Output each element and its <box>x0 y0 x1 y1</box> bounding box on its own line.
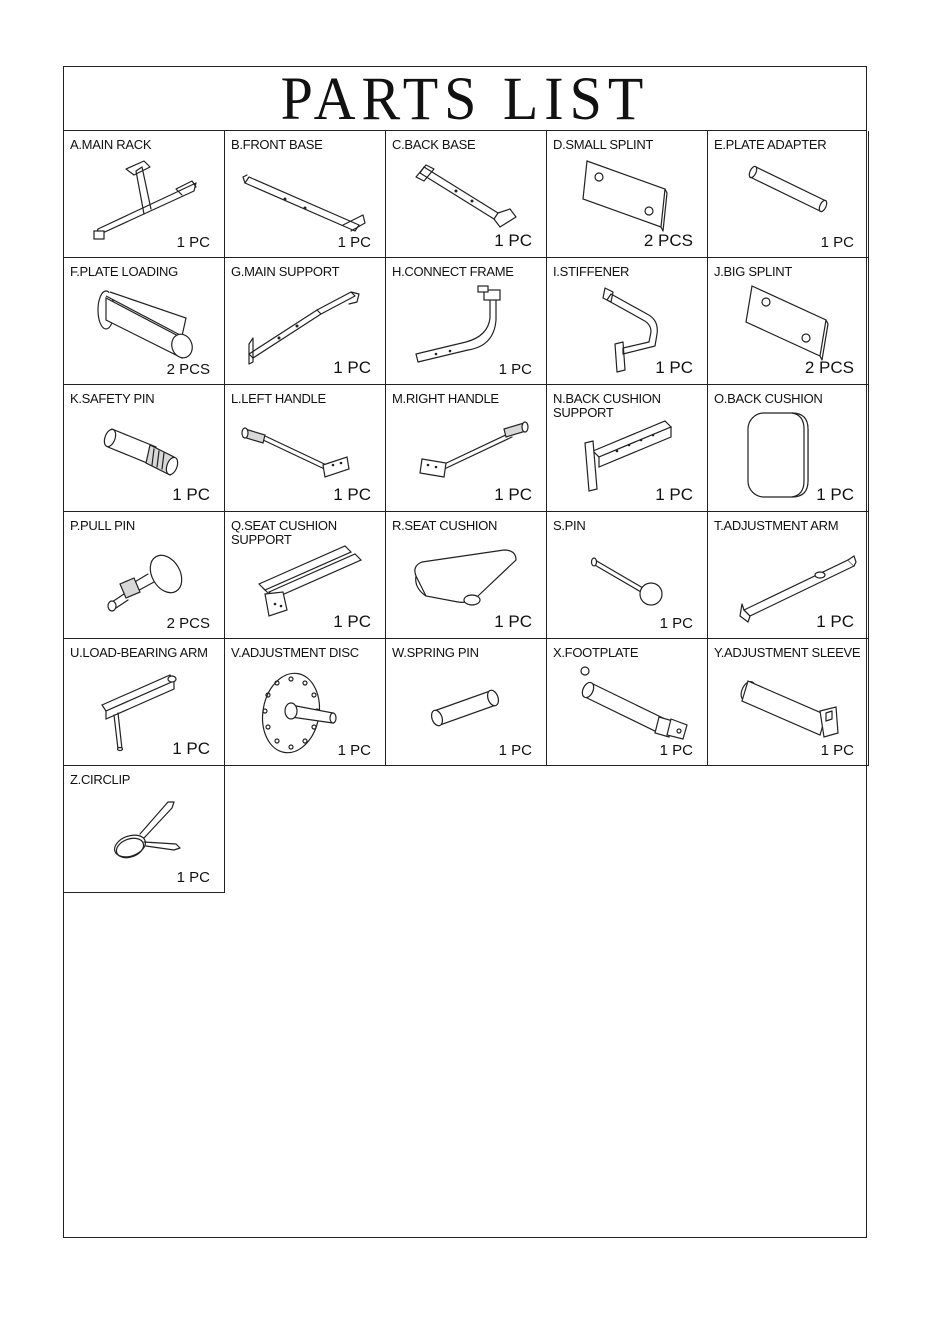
page-title <box>64 64 866 133</box>
part-name: X.FOOTPLATE <box>553 645 639 660</box>
part-cell-i <box>547 258 708 385</box>
part-qty: 1 PC <box>172 739 210 758</box>
part-name: K.SAFETY PIN <box>70 391 155 406</box>
part-cell-u <box>64 639 225 766</box>
part-qty: 1 PC <box>333 612 371 631</box>
part-name: J.BIG SPLINT <box>714 264 793 279</box>
part-name: N.BACK CUSHION SUPPORT <box>553 391 661 420</box>
part-name: R.SEAT CUSHION <box>392 518 498 533</box>
part-cell-r <box>386 512 547 639</box>
part-name: T.ADJUSTMENT ARM <box>714 518 839 533</box>
part-cell-q <box>225 512 386 639</box>
part-qty: 1 PC <box>494 231 532 250</box>
part-cell-a <box>64 131 225 258</box>
part-qty: 1 PC <box>820 742 854 759</box>
part-name: L.LEFT HANDLE <box>231 391 326 406</box>
part-name: M.RIGHT HANDLE <box>392 391 499 406</box>
part-qty: 1 PC <box>333 485 371 504</box>
part-qty: 1 PC <box>337 234 371 251</box>
part-cell-v <box>225 639 386 766</box>
part-cell-l <box>225 385 386 512</box>
part-cell-t <box>708 512 869 639</box>
part-qty: 1 PC <box>655 358 693 377</box>
part-qty: 1 PC <box>659 615 693 632</box>
part-cell-b <box>225 131 386 258</box>
part-cell-p <box>64 512 225 639</box>
part-name: O.BACK CUSHION <box>714 391 823 406</box>
part-cell-g <box>225 258 386 385</box>
part-name: H.CONNECT FRAME <box>392 264 514 279</box>
part-qty: 2 PCS <box>166 615 210 632</box>
part-cell-o <box>708 385 869 512</box>
part-cell-y <box>708 639 869 766</box>
part-qty: 1 PC <box>337 742 371 759</box>
part-name: W.SPRING PIN <box>392 645 479 660</box>
part-name: Z.CIRCLIP <box>70 772 131 787</box>
part-cell-d <box>547 131 708 258</box>
part-name: F.PLATE LOADING <box>70 264 178 279</box>
part-name: D.SMALL SPLINT <box>553 137 654 152</box>
part-qty: 1 PC <box>498 742 532 759</box>
part-cell-m <box>386 385 547 512</box>
part-qty: 1 PC <box>176 234 210 251</box>
part-name: A.MAIN RACK <box>70 137 152 152</box>
part-cell-k <box>64 385 225 512</box>
part-cell-j <box>708 258 869 385</box>
part-name: I.STIFFENER <box>553 264 630 279</box>
part-qty: 1 PC <box>659 742 693 759</box>
part-name: B.FRONT BASE <box>231 137 323 152</box>
part-cell-s <box>547 512 708 639</box>
part-name: Y.ADJUSTMENT SLEEVE <box>714 645 861 660</box>
part-name: S.PIN <box>553 518 586 533</box>
part-cell-w <box>386 639 547 766</box>
part-cell-z <box>64 766 225 893</box>
part-name: U.LOAD-BEARING ARM <box>70 645 208 660</box>
part-qty: 1 PC <box>172 485 210 504</box>
part-name: V.ADJUSTMENT DISC <box>231 645 359 660</box>
part-cell-n <box>547 385 708 512</box>
part-cell-c <box>386 131 547 258</box>
parts-list-sheet <box>63 66 867 1238</box>
part-qty: 2 PCS <box>804 358 854 377</box>
part-qty: 2 PCS <box>166 361 210 378</box>
part-qty: 1 PC <box>816 612 854 631</box>
part-cell-e <box>708 131 869 258</box>
part-name: E.PLATE ADAPTER <box>714 137 827 152</box>
part-qty: 1 PC <box>820 234 854 251</box>
part-qty: 1 PC <box>816 485 854 504</box>
part-name: Q.SEAT CUSHION SUPPORT <box>231 518 337 547</box>
part-name: G.MAIN SUPPORT <box>231 264 340 279</box>
part-qty: 1 PC <box>494 612 532 631</box>
part-qty: 1 PC <box>333 358 371 377</box>
part-cell-f <box>64 258 225 385</box>
part-qty: 1 PC <box>176 869 210 886</box>
part-cell-h <box>386 258 547 385</box>
part-qty: 1 PC <box>494 485 532 504</box>
part-cell-x <box>547 639 708 766</box>
part-name: C.BACK BASE <box>392 137 476 152</box>
part-qty: 2 PCS <box>643 231 693 250</box>
part-qty: 1 PC <box>655 485 693 504</box>
part-name: P.PULL PIN <box>70 518 135 533</box>
page-title-text: PARTS LIST <box>280 64 650 133</box>
part-qty: 1 PC <box>498 361 532 378</box>
